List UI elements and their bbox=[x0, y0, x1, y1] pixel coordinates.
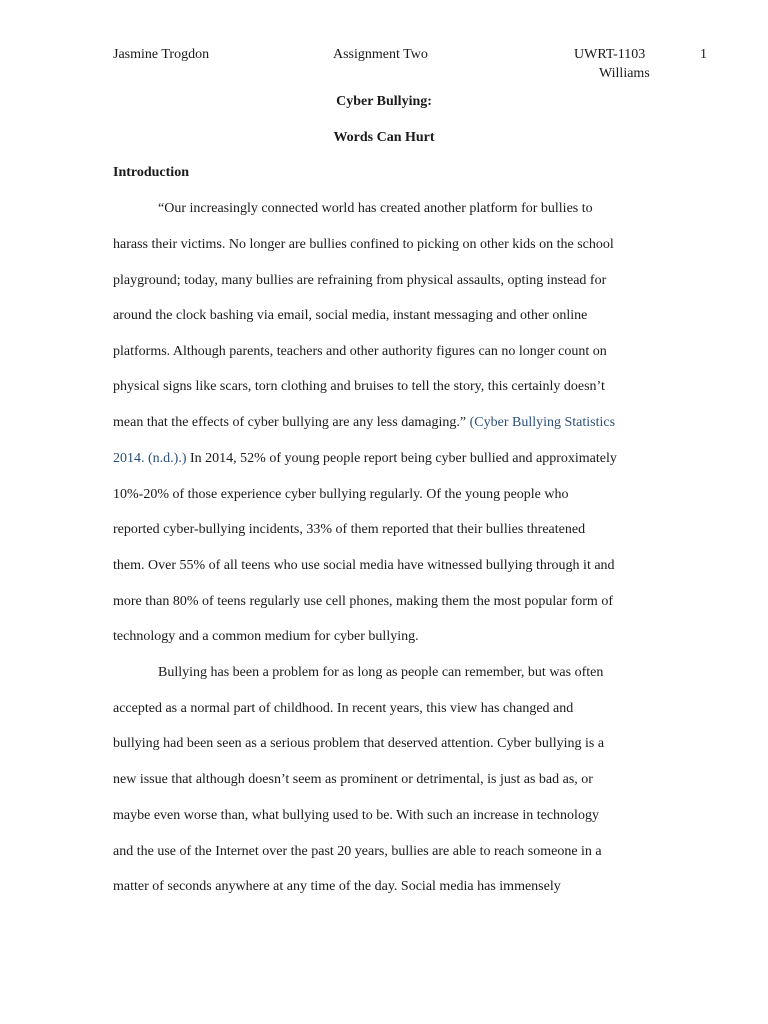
paragraph-line: more than 80% of teens regularly use cell phones, making them the most popular form of bbox=[113, 594, 613, 609]
paragraph-line: new issue that although doesn’t seem as prominent or detrimental, is just as bad as, or bbox=[113, 772, 593, 787]
paragraph-text: In 2014, 52% of young people report being cyber bullied and approximately bbox=[186, 451, 617, 466]
paragraph-line: physical signs like scars, torn clothing and bruises to tell the story, this certainly doesn’t bbox=[113, 379, 605, 394]
paragraph-line: and the use of the Internet over the past 20 years, bullies are able to reach someone in a bbox=[113, 844, 602, 859]
title-line-1: Cyber Bullying: bbox=[336, 94, 432, 109]
paragraph-line: bullying had been seen as a serious problem that deserved attention. Cyber bullying is a bbox=[113, 736, 605, 751]
paragraph-line: Bullying has been a problem for as long as people can remember, but was often bbox=[158, 665, 604, 680]
paragraph-line: harass their victims. No longer are bullies confined to picking on other kids on the school bbox=[113, 237, 614, 252]
paragraph-text: mean that the effects of cyber bullying are any less damaging.” bbox=[113, 415, 470, 430]
paragraph-line: maybe even worse than, what bullying used to be. With such an increase in technology bbox=[113, 808, 599, 823]
header-course: UWRT-1103 bbox=[574, 47, 646, 62]
citation: (Cyber Bullying Statistics bbox=[469, 415, 616, 430]
title-line-2: Words Can Hurt bbox=[333, 130, 435, 145]
paragraph-line: matter of seconds anywhere at any time of the day. Social media has immensely bbox=[113, 879, 561, 894]
paragraph-line: “Our increasingly connected world has created another platform for bullies to bbox=[158, 201, 593, 216]
paragraph-line: 10%-20% of those experience cyber bullying regularly. Of the young people who bbox=[113, 487, 569, 502]
page-number: 1 bbox=[700, 47, 707, 62]
section-heading: Introduction bbox=[113, 165, 189, 180]
paragraph-line: accepted as a normal part of childhood. In recent years, this view has changed and bbox=[113, 701, 574, 716]
paragraph-line: platforms. Although parents, teachers and other authority figures can no longer count on bbox=[113, 344, 607, 359]
header-instructor: Williams bbox=[599, 66, 650, 81]
paragraph-line: playground; today, many bullies are refraining from physical assaults, opting instead for bbox=[113, 273, 607, 288]
header-assignment: Assignment Two bbox=[333, 47, 428, 62]
paragraph-line: reported cyber-bullying incidents, 33% of them reported that their bullies threatened bbox=[113, 522, 586, 537]
citation: 2014. (n.d.).) bbox=[113, 451, 187, 466]
header-author: Jasmine Trogdon bbox=[113, 47, 210, 62]
paragraph-line: them. Over 55% of all teens who use social media have witnessed bullying through it and bbox=[113, 558, 615, 573]
paragraph-line: around the clock bashing via email, social media, instant messaging and other online bbox=[113, 308, 588, 323]
paragraph-line: technology and a common medium for cyber bullying. bbox=[113, 629, 419, 644]
paragraph-line bbox=[113, 450, 617, 468]
paragraph-line bbox=[113, 414, 615, 432]
